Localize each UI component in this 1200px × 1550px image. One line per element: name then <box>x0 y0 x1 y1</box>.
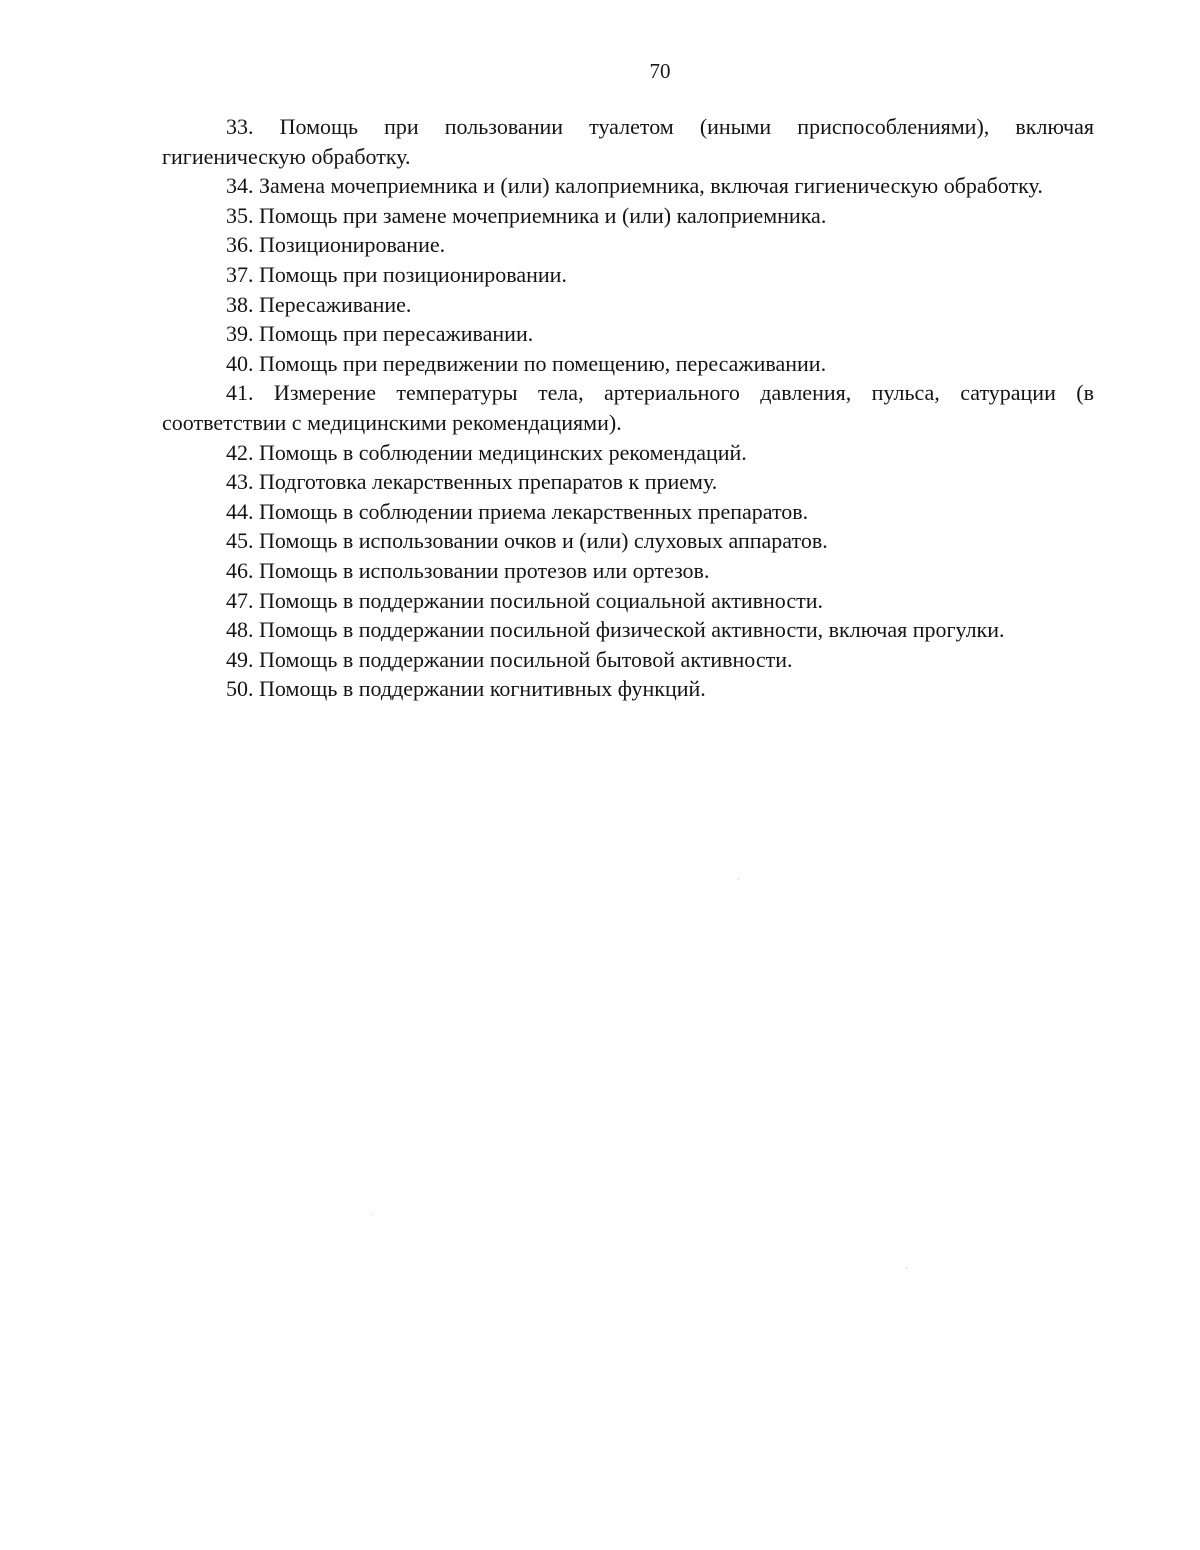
scan-speck <box>372 1214 373 1215</box>
list-item: 44. Помощь в соблюдении приема лекарственных препаратов. <box>226 498 809 524</box>
list-item: 45. Помощь в использовании очков и (или) слуховых аппаратов. <box>226 528 828 554</box>
list-item: 33. Помощь при пользовании туалетом (иными приспособлениями), включая гигиеническую обработку. <box>162 114 1094 169</box>
scan-speck <box>906 1268 907 1269</box>
services-list <box>162 112 1094 704</box>
list-item: 41. Измерение температуры тела, артериального давления, пульса, сатурации (в соответствии с медицинскими рекомендациями). <box>162 380 1094 435</box>
scan-speck <box>738 878 739 879</box>
list-item: 46. Помощь в использовании протезов или ортезов. <box>226 557 710 583</box>
page-number: 70 <box>649 59 671 83</box>
list-item: 47. Помощь в поддержании посильной социальной активности. <box>226 587 823 613</box>
list-item: 49. Помощь в поддержании посильной бытовой активности. <box>226 646 793 672</box>
list-item: 34. Замена мочеприемника и (или) калоприемника, включая гигиеническую обработку. <box>226 173 1043 199</box>
list-item: 37. Помощь при позиционировании. <box>226 261 567 287</box>
list-item: 36. Позиционирование. <box>226 232 446 258</box>
list-item: 50. Помощь в поддержании когнитивных функций. <box>226 676 706 702</box>
list-item: 48. Помощь в поддержании посильной физической активности, включая прогулки. <box>226 617 1005 643</box>
list-item: 40. Помощь при передвижении по помещению, пересаживании. <box>226 350 827 376</box>
list-item: 38. Пересаживание. <box>226 291 412 317</box>
list-item: 43. Подготовка лекарственных препаратов к приему. <box>226 469 718 495</box>
list-item: 42. Помощь в соблюдении медицинских рекомендаций. <box>226 439 747 465</box>
list-item: 39. Помощь при пересаживании. <box>226 321 534 347</box>
list-item: 35. Помощь при замене мочеприемника и (или) калоприемника. <box>226 202 827 228</box>
